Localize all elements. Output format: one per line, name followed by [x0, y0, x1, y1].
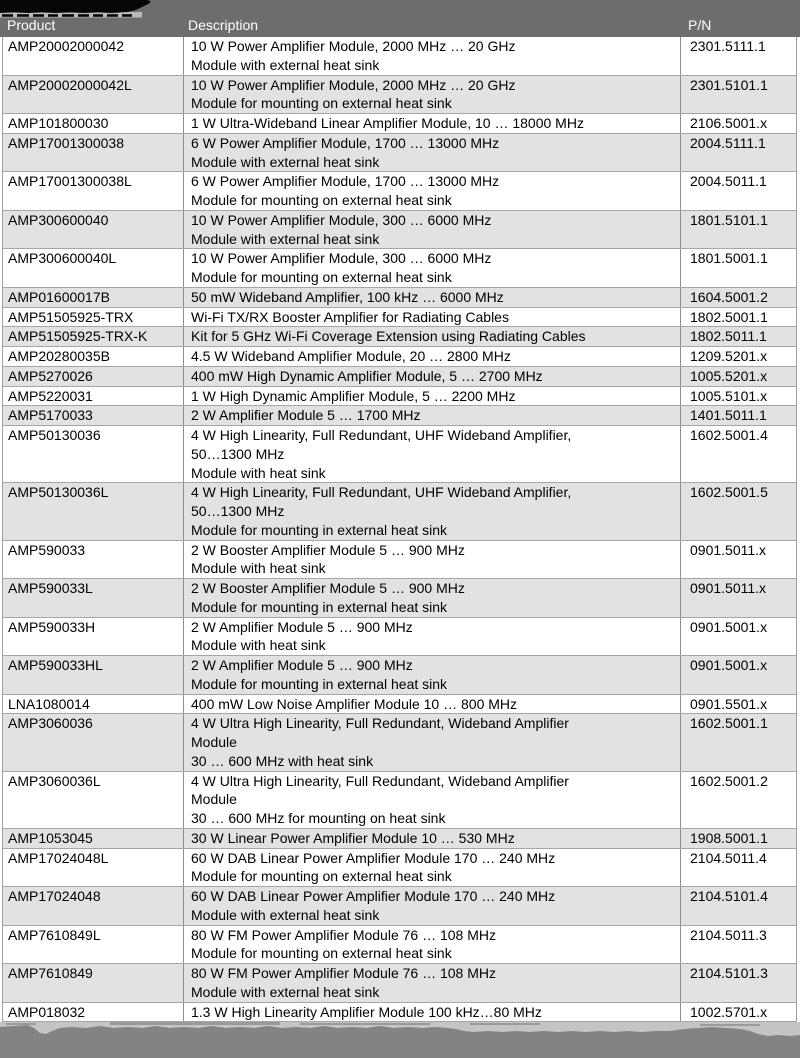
- pn-cell: 1005.5201.x: [690, 367, 768, 384]
- description-line: Module with heat sink: [191, 637, 326, 654]
- description-cell: [184, 114, 681, 133]
- description-line: 50 mW Wideband Amplifier, 100 kHz … 6000 MHz: [191, 288, 504, 305]
- product-cell: AMP300600040L: [3, 249, 184, 287]
- product-cell: AMP20280035B: [3, 347, 184, 366]
- table-row: [3, 76, 796, 115]
- description-line: 10 W Power Amplifier Module, 300 … 6000 MHz: [191, 250, 492, 267]
- table-row: [3, 772, 796, 829]
- table-row: [3, 926, 796, 965]
- description-cell: [184, 37, 681, 75]
- pn-cell: 0901.5501.x: [690, 695, 768, 712]
- description-line: Module with external heat sink: [191, 230, 380, 247]
- description-line: 80 W FM Power Amplifier Module 76 … 108 MHz: [191, 926, 496, 943]
- description-line: 50…1300 MHz: [191, 445, 285, 462]
- table-row: [3, 406, 796, 426]
- table-row: [3, 695, 796, 715]
- cropped-heading-fragment: [0, 0, 170, 20]
- product-cell: AMP5220031: [3, 387, 184, 406]
- product-cell: AMP3060036: [3, 714, 184, 770]
- product-cell: AMP50130036: [3, 426, 184, 482]
- description-cell: [184, 964, 681, 1002]
- description-cell: [184, 618, 681, 656]
- table-row: [3, 849, 796, 888]
- description-cell: [184, 211, 681, 249]
- description-cell: [184, 714, 681, 770]
- pn-cell: 2004.5111.1: [690, 134, 766, 151]
- description-line: 2 W Amplifier Module 5 … 1700 MHz: [191, 407, 421, 424]
- description-line: Module for mounting in external heat sink: [191, 521, 448, 538]
- pn-cell: 2004.5011.1: [690, 173, 767, 190]
- description-cell: [184, 347, 681, 366]
- description-cell: [184, 849, 681, 887]
- table-row: [3, 541, 796, 580]
- pn-cell: 1002.5701.x: [690, 1003, 768, 1020]
- description-line: Module for mounting on external heat sink: [191, 95, 452, 112]
- description-line: 30 … 600 MHz for mounting on heat sink: [191, 810, 446, 826]
- description-cell: [184, 134, 681, 172]
- pn-cell: 2301.5101.1: [690, 76, 768, 93]
- pn-cell: 2106.5001.x: [690, 115, 768, 131]
- table-row: [3, 829, 796, 849]
- table-row: [3, 887, 796, 926]
- description-cell: [184, 926, 681, 964]
- table-row: [3, 367, 796, 387]
- pn-cell: 1602.5001.2: [690, 772, 768, 789]
- description-line: 1.3 W High Linearity Amplifier Module 100 kHz…80 MHz: [191, 1003, 542, 1020]
- table-row: [3, 579, 796, 618]
- pn-cell: 1801.5101.1: [690, 211, 768, 228]
- description-line: 30 W Linear Power Amplifier Module 10 … 530 MHz: [191, 829, 515, 846]
- product-cell: AMP17024048: [3, 887, 184, 925]
- product-cell: AMP17024048L: [3, 849, 184, 887]
- table-row: [3, 211, 796, 250]
- pn-cell: 2104.5011.3: [690, 926, 767, 943]
- description-cell: [184, 772, 681, 828]
- description-cell: [184, 656, 681, 694]
- product-cell: AMP018032: [3, 1003, 184, 1022]
- description-cell: [184, 172, 681, 210]
- table-row: [3, 426, 796, 483]
- description-line: 6 W Power Amplifier Module, 1700 … 13000 MHz: [191, 134, 500, 151]
- description-line: Module for mounting in external heat sink: [191, 675, 448, 692]
- pn-cell: 1801.5001.1: [690, 250, 768, 267]
- description-line: 4 W Ultra High Linearity, Full Redundant, Wideband Amplifier: [191, 715, 569, 732]
- description-cell: [184, 887, 681, 925]
- description-line: Module with external heat sink: [191, 153, 380, 170]
- description-line: 2 W Amplifier Module 5 … 900 MHz: [191, 618, 413, 635]
- table-row: [3, 327, 796, 347]
- description-line: Module for mounting on external heat sink: [191, 192, 452, 208]
- description-line: Kit for 5 GHz Wi-Fi Coverage Extension using Radiating Cables: [191, 328, 586, 345]
- description-line: Module: [191, 734, 237, 750]
- description-line: 400 mW High Dynamic Amplifier Module, 5 … 2700 MHz: [191, 367, 543, 384]
- description-line: 4.5 W Wideband Amplifier Module, 20 … 2800 MHz: [191, 348, 511, 364]
- description-line: 60 W DAB Linear Power Amplifier Module 170 … 240 MHz: [191, 888, 556, 904]
- description-line: 50…1300 MHz: [191, 503, 285, 519]
- description-line: 60 W DAB Linear Power Amplifier Module 170 … 240 MHz: [191, 849, 556, 866]
- description-cell: [184, 695, 681, 714]
- pn-cell: 0901.5011.x: [690, 580, 767, 596]
- table-row: [3, 964, 796, 1003]
- pn-cell: 0901.5001.x: [690, 657, 768, 673]
- description-line: Module for mounting on external heat sink: [191, 868, 452, 885]
- table-row: [3, 37, 796, 76]
- table-row: [3, 714, 796, 771]
- pn-cell: 1802.5001.1: [690, 308, 768, 325]
- pn-cell: 1005.5101.x: [690, 387, 768, 404]
- description-line: 2 W Booster Amplifier Module 5 … 900 MHz: [191, 580, 465, 596]
- product-cell: AMP20002000042L: [3, 76, 184, 114]
- product-cell: AMP1053045: [3, 829, 184, 848]
- pn-cell: 1908.5001.1: [690, 829, 768, 846]
- description-line: 1 W Ultra-Wideband Linear Amplifier Module, 10 … 18000 MHz: [191, 115, 584, 131]
- column-header-product: Product: [7, 17, 56, 33]
- torn-edge-decoration: [0, 1022, 800, 1058]
- pn-cell: 2104.5101.4: [690, 888, 768, 904]
- description-cell: [184, 76, 681, 114]
- description-line: Module with heat sink: [191, 464, 326, 481]
- pn-cell: 1802.5011.1: [690, 328, 767, 345]
- description-line: 30 … 600 MHz with heat sink: [191, 752, 374, 769]
- table-row: [3, 308, 796, 328]
- description-cell: [184, 249, 681, 287]
- description-line: 1 W High Dynamic Amplifier Module, 5 … 2200 MHz: [191, 387, 516, 404]
- description-line: 4 W High Linearity, Full Redundant, UHF Wideband Amplifier,: [191, 427, 572, 443]
- pn-cell: 2104.5011.4: [690, 849, 767, 866]
- table-row: [3, 387, 796, 407]
- description-line: 80 W FM Power Amplifier Module 76 … 108 MHz: [191, 965, 496, 981]
- product-cell: AMP590033: [3, 541, 184, 579]
- description-line: 10 W Power Amplifier Module, 300 … 6000 MHz: [191, 211, 492, 228]
- description-line: Module for mounting on external heat sink: [191, 945, 452, 962]
- product-cell: AMP590033HL: [3, 656, 184, 694]
- product-cell: AMP7610849: [3, 964, 184, 1002]
- description-cell: [184, 579, 681, 617]
- description-line: 4 W Ultra High Linearity, Full Redundant, Wideband Amplifier: [191, 772, 569, 789]
- description-cell: [184, 483, 681, 539]
- pn-cell: 2104.5101.3: [690, 965, 768, 981]
- product-table-body: [2, 37, 797, 1022]
- description-line: 400 mW Low Noise Amplifier Module 10 … 800 MHz: [191, 695, 518, 712]
- product-cell: AMP5270026: [3, 367, 184, 386]
- product-cell: AMP300600040: [3, 211, 184, 249]
- description-cell: [184, 541, 681, 579]
- product-cell: AMP20002000042: [3, 37, 184, 75]
- description-line: Module with external heat sink: [191, 983, 380, 1000]
- description-cell: [184, 327, 681, 346]
- description-line: Module for mounting on external heat sink: [191, 269, 452, 285]
- product-cell: AMP01600017B: [3, 288, 184, 307]
- table-row: [3, 249, 796, 288]
- product-cell: AMP51505925-TRX: [3, 308, 184, 327]
- description-cell: [184, 288, 681, 307]
- product-cell: AMP5170033: [3, 406, 184, 425]
- description-line: Module with external heat sink: [191, 56, 380, 73]
- table-row: [3, 114, 796, 134]
- product-cell: LNA1080014: [3, 695, 184, 714]
- product-cell: AMP17001300038: [3, 134, 184, 172]
- description-line: Module for mounting in external heat sink: [191, 598, 448, 615]
- column-header-description: Description: [188, 17, 259, 33]
- table-row: [3, 288, 796, 308]
- description-line: 2 W Booster Amplifier Module 5 … 900 MHz: [191, 541, 465, 558]
- description-cell: [184, 829, 681, 848]
- description-line: 6 W Power Amplifier Module, 1700 … 13000 MHz: [191, 173, 500, 190]
- pn-cell: 0901.5001.x: [690, 618, 768, 635]
- description-line: Wi-Fi TX/RX Booster Amplifier for Radiating Cables: [191, 308, 509, 325]
- pn-cell: 1602.5001.4: [690, 427, 768, 443]
- product-cell: AMP590033L: [3, 579, 184, 617]
- pn-cell: 1602.5001.1: [690, 715, 768, 732]
- pn-cell: 0901.5011.x: [690, 541, 767, 558]
- description-line: Module with heat sink: [191, 560, 326, 577]
- description-cell: [184, 1003, 681, 1022]
- product-cell: AMP17001300038L: [3, 172, 184, 210]
- description-cell: [184, 308, 681, 327]
- product-cell: AMP7610849L: [3, 926, 184, 964]
- pn-cell: 2301.5111.1: [690, 38, 766, 54]
- description-cell: [184, 426, 681, 482]
- table-row: [3, 347, 796, 367]
- description-line: 10 W Power Amplifier Module, 2000 MHz … 20 GHz: [191, 38, 516, 54]
- pn-cell: 1209.5201.x: [690, 348, 768, 364]
- table-row: [3, 618, 796, 657]
- description-cell: [184, 387, 681, 406]
- table-row: [3, 134, 796, 173]
- description-line: 4 W High Linearity, Full Redundant, UHF Wideband Amplifier,: [191, 484, 572, 501]
- table-row: [3, 172, 796, 211]
- table-row: [3, 656, 796, 695]
- description-line: 10 W Power Amplifier Module, 2000 MHz … 20 GHz: [191, 76, 516, 93]
- pn-cell: 1602.5001.5: [690, 484, 768, 501]
- product-cell: AMP50130036L: [3, 483, 184, 539]
- description-line: Module: [191, 791, 237, 808]
- column-header-pn: P/N: [688, 17, 712, 33]
- product-cell: AMP51505925-TRX-K: [3, 327, 184, 346]
- product-cell: AMP590033H: [3, 618, 184, 656]
- product-cell: AMP3060036L: [3, 772, 184, 828]
- description-line: 2 W Amplifier Module 5 … 900 MHz: [191, 657, 413, 673]
- description-cell: [184, 367, 681, 386]
- product-cell: AMP101800030: [3, 114, 184, 133]
- table-row: [3, 483, 796, 540]
- table-row: [3, 1003, 796, 1023]
- description-line: Module with external heat sink: [191, 906, 380, 923]
- pn-cell: 1401.5011.1: [690, 407, 767, 424]
- description-cell: [184, 406, 681, 425]
- pn-cell: 1604.5001.2: [690, 288, 768, 305]
